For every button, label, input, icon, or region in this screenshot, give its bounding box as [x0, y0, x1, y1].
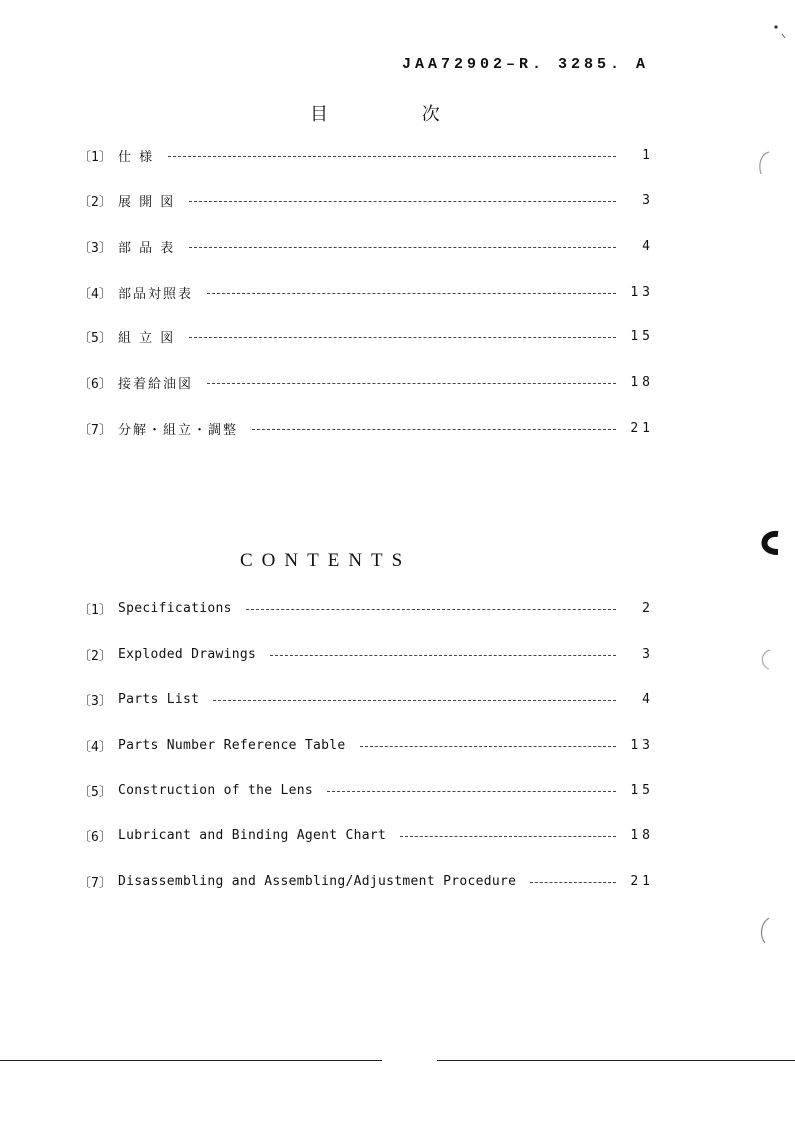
toc-number: 〔4〕: [78, 286, 112, 302]
japanese-toc-title: 目 次: [310, 104, 484, 125]
toc-number: 〔3〕: [78, 240, 112, 256]
toc-number: 〔3〕: [78, 693, 112, 709]
toc-label: Lubricant and Binding Agent Chart: [118, 827, 387, 843]
toc-page: 13: [630, 284, 654, 300]
toc-number: 〔1〕: [78, 602, 112, 618]
toc-page: 4: [642, 691, 654, 707]
english-toc-title: CONTENTS: [240, 550, 412, 571]
jp-toc-item-6: [78, 372, 654, 392]
jp-toc-item-4: [78, 282, 654, 302]
toc-leader: [189, 201, 616, 202]
toc-number: 〔5〕: [78, 330, 112, 346]
toc-label: Parts List: [118, 691, 200, 707]
toc-number: 〔4〕: [78, 739, 112, 755]
toc-page: 3: [642, 192, 654, 208]
toc-leader: [360, 746, 616, 747]
en-toc-item-7: [78, 871, 654, 891]
toc-leader: [270, 655, 616, 656]
toc-page: 15: [630, 782, 654, 798]
toc-label: 組 立 図: [118, 330, 176, 346]
toc-leader: [213, 700, 616, 701]
en-toc-item-4: [78, 735, 654, 755]
toc-page: 18: [630, 827, 654, 843]
toc-label: Specifications: [118, 600, 232, 616]
toc-number: 〔2〕: [78, 648, 112, 664]
toc-page: 13: [630, 737, 654, 753]
toc-number: 〔7〕: [78, 875, 112, 891]
en-toc-item-2: [78, 644, 654, 664]
toc-label: 仕 様: [118, 149, 155, 165]
toc-page: 1: [642, 147, 654, 163]
toc-leader: [400, 836, 616, 837]
toc-page: 3: [642, 646, 654, 662]
toc-page: 21: [630, 420, 654, 436]
toc-leader: [252, 429, 616, 430]
toc-label: Parts Number Reference Table: [118, 737, 346, 753]
toc-label: 部 品 表: [118, 240, 176, 256]
toc-label: Exploded Drawings: [118, 646, 257, 662]
toc-label: 展 開 図: [118, 194, 176, 210]
jp-toc-item-5: [78, 326, 654, 346]
jp-toc-item-7: [78, 418, 654, 438]
toc-number: 〔7〕: [78, 422, 112, 438]
toc-page: 21: [630, 873, 654, 889]
toc-leader: [327, 791, 616, 792]
toc-label: Disassembling and Assembling/Adjustment Procedure: [118, 873, 517, 889]
punch-hole-mark-3: [755, 645, 775, 675]
toc-number: 〔1〕: [78, 149, 112, 165]
toc-label: 分解・組立・調整: [118, 422, 239, 438]
corner-speck: [768, 20, 788, 42]
punch-hole-mark-4: [755, 915, 775, 947]
jp-toc-item-2: [78, 190, 654, 210]
toc-page: 18: [630, 374, 654, 390]
bottom-rule-left: [0, 1060, 382, 1061]
toc-leader: [207, 383, 616, 384]
toc-label: Construction of the Lens: [118, 782, 314, 798]
toc-leader: [189, 337, 616, 338]
toc-label: 部品対照表: [118, 286, 194, 302]
en-toc-item-1: [78, 598, 654, 618]
en-toc-item-5: [78, 780, 654, 800]
toc-leader: [189, 247, 616, 248]
en-toc-item-3: [78, 689, 654, 709]
toc-leader: [207, 293, 616, 294]
toc-number: 〔6〕: [78, 829, 112, 845]
toc-label: 接着給油図: [118, 376, 194, 392]
punch-hole-mark-2: [752, 528, 786, 558]
jp-toc-item-3: [78, 236, 654, 256]
punch-hole-mark-1: [755, 148, 775, 178]
toc-number: 〔6〕: [78, 376, 112, 392]
jp-toc-item-1: [78, 145, 654, 165]
toc-page: 15: [630, 328, 654, 344]
toc-page: 4: [642, 238, 654, 254]
document-number: JAA72902–R. 3285. A: [401, 56, 649, 73]
bottom-rule-right: [437, 1060, 795, 1061]
toc-leader: [246, 609, 616, 610]
toc-leader: [530, 882, 616, 883]
toc-number: 〔2〕: [78, 194, 112, 210]
toc-leader: [168, 156, 616, 157]
en-toc-item-6: [78, 825, 654, 845]
toc-page: 2: [642, 600, 654, 616]
toc-number: 〔5〕: [78, 784, 112, 800]
